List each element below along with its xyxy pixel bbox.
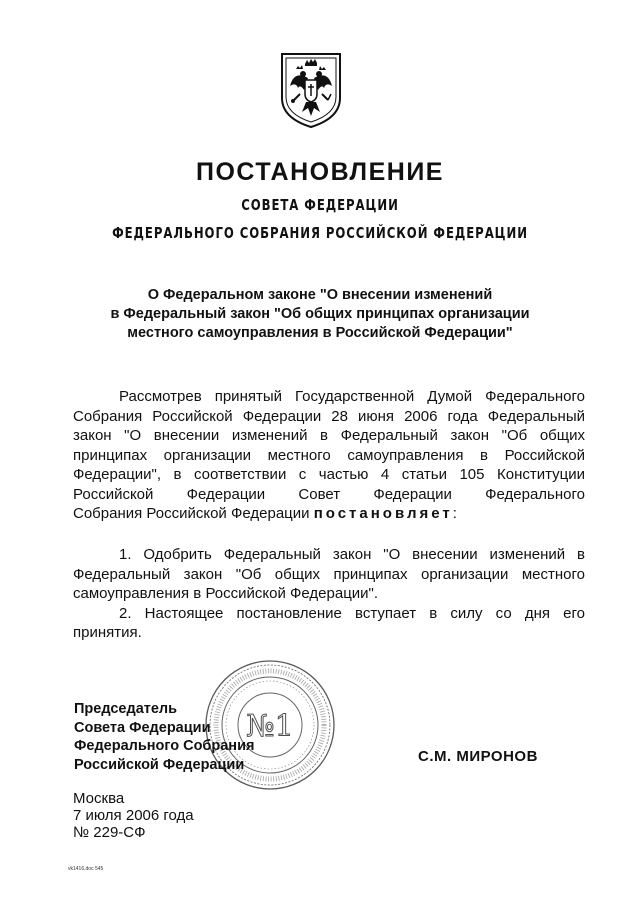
date: 7 июля 2006 года (73, 807, 194, 824)
text-line: 1. Одобрить Федеральный закон "О внесении изменений в (119, 546, 585, 563)
signatory-title-line: Председатель (74, 701, 178, 717)
place-and-date (73, 790, 194, 841)
signatory-title-line: Совета Федерации (74, 719, 211, 736)
document-number: № 229-СФ (73, 824, 146, 841)
city: Москва (73, 790, 125, 807)
signatory-name: С.М. МИРОНОВ (418, 748, 538, 765)
signatory-title (74, 700, 254, 774)
text-line: Федерации", в соответствии с частью 4 статьи 105 Конституции (73, 466, 585, 483)
text-line: Российской Федерации Совет Федерации Федерального (73, 485, 585, 503)
text-line: принципах организации местного самоуправления в Российской (73, 446, 585, 464)
text-fragment: Собрания Российской Федерации (73, 505, 310, 522)
seal-number: №1 (246, 709, 294, 744)
resolves-keyword: постановляет (313, 505, 453, 522)
document-title: ПОСТАНОВЛЕНИЕ (196, 158, 444, 186)
issuer-line-2: ФЕДЕРАЛЬНОГО СОБРАНИЯ РОССИЙСКОЙ ФЕДЕРАЦИИ (112, 224, 528, 242)
document-subject (0, 286, 640, 343)
signatory-title-line: Федерального Собрания (74, 738, 255, 754)
text-line: Собрания Российской Федерации 28 июня 2006 года Федеральный (73, 407, 585, 425)
russian-coat-of-arms-icon (278, 50, 344, 130)
resolution-paragraph-1 (73, 387, 585, 524)
punctuation: : (452, 505, 457, 522)
text-line: закон "О внесении изменений в Федеральный закон "Об общих (73, 427, 585, 444)
text-line: самоуправления в Российской Федерации". (73, 585, 379, 602)
issuer-line-1: СОВЕТА ФЕДЕРАЦИИ (241, 196, 399, 214)
text-line: принятия. (73, 624, 142, 641)
subject-line: местного самоуправления в Российской Федерации" (127, 325, 513, 341)
text-line: Федеральный закон "Об общих принципах организации местного (73, 565, 585, 583)
text-line: 2. Настоящее постановление вступает в силу со дня его (119, 604, 585, 622)
subject-line: О Федеральном законе "О внесении изменений (147, 287, 493, 303)
text-line (73, 504, 585, 524)
file-code: vk1416.doc 545 (68, 866, 104, 872)
text-line: Рассмотрев принятый Государственной Думой Федерального (119, 388, 585, 405)
resolution-paragraph-2 (73, 545, 585, 643)
signatory-title-line: Российской Федерации (74, 756, 245, 773)
subject-line: в Федеральный закон "Об общих принципах организации (110, 306, 530, 322)
